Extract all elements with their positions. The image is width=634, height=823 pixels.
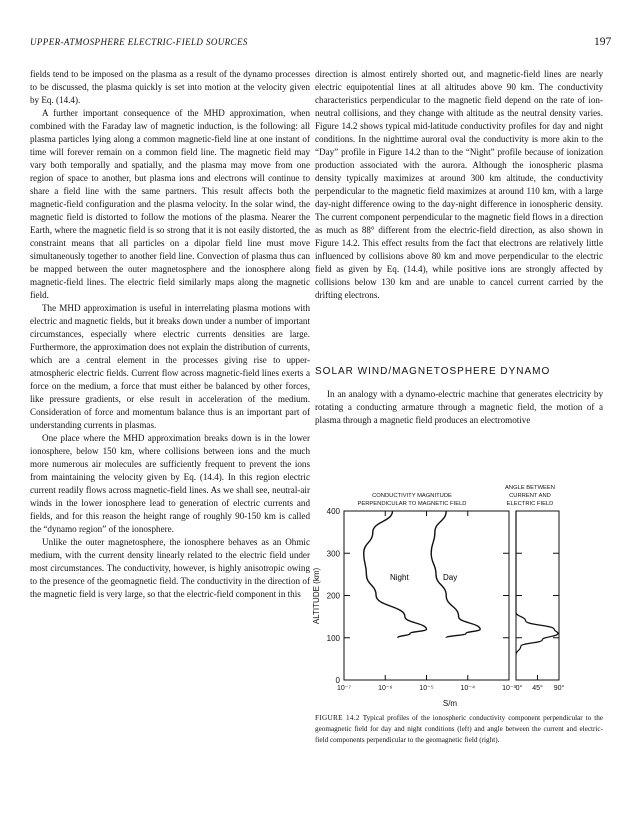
running-head: UPPER-ATMOSPHERE ELECTRIC-FIELD SOURCES bbox=[30, 37, 248, 47]
y-tick-label: 300 bbox=[326, 549, 340, 559]
figure-14-2 bbox=[300, 484, 604, 710]
conductivity-chart bbox=[300, 484, 604, 710]
y-tick-label: 100 bbox=[326, 633, 340, 643]
day-series-label: Day bbox=[443, 573, 458, 582]
x-tick-label: 10⁻⁴ bbox=[460, 685, 475, 692]
angle-tick-label: 0° bbox=[515, 685, 523, 692]
x-tick-label: 10⁻⁵ bbox=[419, 685, 434, 692]
caption-text: Typical profiles of the ionospheric conductivity component perpendicular to the geomagnetic field for day and night conditions (left) and angle between the current and electric-field components perpendicular to the geomagnetic field (right). bbox=[315, 714, 603, 744]
night-series-label: Night bbox=[390, 573, 409, 582]
right-panel-title-line2: CURRENT AND bbox=[509, 493, 551, 499]
y-tick-label: 0 bbox=[335, 676, 340, 685]
right-panel-title-line1: ANGLE BETWEEN bbox=[505, 485, 555, 491]
y-tick-label: 400 bbox=[326, 507, 340, 516]
left-panel-title-line1: CONDUCTIVITY MAGNITUDE bbox=[372, 493, 452, 499]
angle-panel-frame bbox=[516, 511, 559, 680]
section-heading: SOLAR WIND/MAGNETOSPHERE DYNAMO bbox=[315, 366, 551, 377]
left-column bbox=[30, 68, 310, 601]
angle-tick-label: 90° bbox=[553, 685, 565, 692]
x-tick-label: 10⁻⁶ bbox=[378, 685, 393, 692]
paragraph: A further important consequence of the MHD approximation, when combined with the Faraday law of magnetic induction, is the following: all plasma particles lying along a common magnetic-field line at one instant of time will forever remain on a common field line. The magnetic field may vary both temporally and spatially, and the plasma may move from one region of space to another, but plasma ions and electrons will continue to share a field line with the same partners. This result affects both the magnetic-field configuration and the plasma velocity. In the solar wind, the magnetic field is distorted to follow the motions of the plasma. Nearer the Earth, where the magnetic field is so strong that it is not easily distorted, the constraint means that all particles on a dipolar field line must move simultaneously together to another field line. Convection of plasma thus can be mapped between the outer magnetosphere and the ionosphere along magnetic-field lines. The electric field similarly maps along the magnetic field. bbox=[30, 108, 310, 300]
x-tick-label: 10⁻⁷ bbox=[336, 685, 352, 692]
right-column-continued bbox=[315, 388, 603, 427]
left-panel-title-line2: PERPENDICULAR TO MAGNETIC FIELD bbox=[357, 501, 467, 507]
paragraph: One place where the MHD approximation breaks down is in the lower ionosphere, below 150 km, where collisions between ions and the much more numerous air molecules are sufficiently frequent to prevent the ions from maintaining the velocity given by Eq. (14.4). In this region electric current readily flows across magnetic-field lines. As we shall see, neutral-air winds in the lower ionosphere lead to generation of electric currents and fields, and for this reason the height range of roughly 90-150 km is called the “dynamo region” of the ionosphere. bbox=[30, 433, 310, 534]
figure-caption bbox=[315, 713, 603, 746]
right-panel-title-line3: ELECTRIC FIELD bbox=[506, 501, 554, 507]
right-column bbox=[315, 68, 603, 302]
paragraph: In an analogy with a dynamo-electric machine that generates electricity by rotating a conducting armature through a magnetic field, the motion of a plasma through a magnetic field produces an electromotive bbox=[315, 389, 603, 425]
main-plot-frame bbox=[344, 511, 509, 680]
paragraph: The MHD approximation is useful in interrelating plasma motions with electric and magnetic fields, but it breaks down under a number of important circumstances, especially where electric currents densities are large. Furthermore, the approximation does not explain the distribution of currents, which are a central element in the processes giving rise to upper-atmospheric electric fields. Current flow across magnetic-field lines exerts a force on the medium, a force that must either be balanced by other forces, like pressure gradients, or else result in acceleration of the medium. Consideration of force and momentum balance thus is an important part of understanding currents in plasmas. bbox=[30, 303, 310, 430]
x-tick-label: 10⁻³ bbox=[502, 685, 516, 692]
angle-curve bbox=[516, 511, 558, 655]
caption-label: FIGURE 14.2 bbox=[315, 714, 360, 722]
y-tick-label: 200 bbox=[326, 591, 340, 601]
x-axis-label: S/m bbox=[442, 699, 458, 708]
paragraph: Unlike the outer magnetosphere, the ionosphere behaves as an Ohmic medium, with the current density linearly related to the electric field under most circumstances. The conductivity, however, is highly anisotropic owing to the presence of the geomagnetic field. The conductivity in the direction of the magnetic field is very large, so that the electric-field component in this bbox=[30, 537, 310, 599]
y-axis-label: ALTITUDE (km) bbox=[312, 567, 321, 625]
page-number: 197 bbox=[594, 36, 612, 48]
paragraph: fields tend to be imposed on the plasma as a result of the dynamo processes to be discussed, the plasma quickly is set into motion at the velocity given by Eq. (14.4). bbox=[30, 69, 310, 105]
angle-tick-label: 45° bbox=[532, 685, 543, 692]
paragraph: direction is almost entirely shorted out, and magnetic-field lines are nearly electric equipotential lines at all altitudes above 90 km. The conductivity characteristics perpendicular to the magnetic field depend on the rate of ion-neutral collisions, and they change with altitude as the neutral density varies. Figure 14.2 shows typical mid-latitude conductivity profiles for day and night conditions. In the nighttime auroral oval the conductivity is more akin to the “Day” profile in Figure 14.2 than to the “Night” profile because of ionization production associated with the aurora. Although the ionospheric plasma density typically maximizes at around 300 km altitude, the conductivity perpendicular to the magnetic field maximizes at around 110 km, with a large day-night difference owing to the day-night difference in ionospheric density. The current component perpendicular to the magnetic field flows in a direction as much as 88° different from the electric-field direction, as also shown in Figure 14.2. This effect results from the fact that electrons are relatively little influenced by collisions above 80 km and move perpendicular to the electric field as given by Eq. (14.4), while positive ions are strongly affected by collisions below 130 km and are unable to cancel current carried by the drifting electrons. bbox=[315, 69, 603, 300]
